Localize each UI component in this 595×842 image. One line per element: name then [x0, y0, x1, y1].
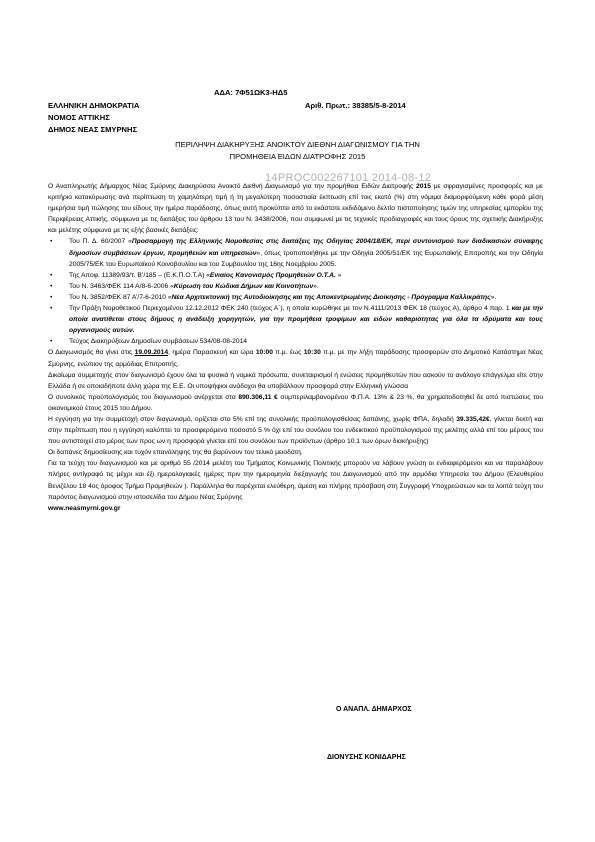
budget-paragraph: Ο συνολικός προϋπολογισμός του διαγωνισμού ανέρχεται στα 890.306,11 € συμπεριλαμβανομένου Φ.Π.Α. 13% & 23 %, θα χρηματοδοτηθεί δε από πιστώσεις του οικονομικού έτους 2015 του Δήμου.	[48, 393, 543, 412]
website-link[interactable]: www.neasmyrni.gov.gr	[48, 504, 121, 512]
protocol-number: Αριθ. Πρωτ.: 38385/5-8-2014	[305, 101, 406, 110]
guarantee-paragraph: Η εγγύηση για την συμμετοχή στον διαγωνισμό, ορίζεται στο 5% επί της συνολικής προϋπολογισθείσας δαπάνης, χωρίς ΦΠΑ, δηλαδή 39.335,42€, γίνεται δεκτή και στην περίπτωση που η εγγύηση καλύπτει το προσφερόμενο ποσοστό 5 % όχι επί του συνόλου του ενδεικτικού προϋπολογισμού της μελέτης αλλά επί του μέρους του που αντιστοιχεί στο μέρος των προς ων η προσφορά γίνεται επί του συνόλου των προϊόντων (άρθρο 10.1 των όρων διακήρυξης)	[48, 415, 543, 446]
participation-paragraph: Δικαίωμα συμμετοχής στον διαγωνισμό έχουν όλα τα φυσικά ή νομικά πρόσωπα, συνεταιρισμοί ή ενώσεις προμηθευτών που ασκούν το ανάλογο επάγγελμα είτε στην Ελλάδα ή σε οποιαδήποτε άλλη χώρα της Ε.Ε. Οι υποψήφιοι ανάδοχοι θα υποβάλλουν προσφορά στην Ελληνική γλώσσα	[48, 371, 543, 390]
signatory-role: Ο ΑΝΑΠΛ. ΔΗΜΑΡΧΟΣ	[336, 706, 412, 713]
header-prefecture: ΝΟΜΟΣ ΑΤΤΙΚΗΣ	[48, 113, 110, 122]
list-item: • Του Ν. 3852/ΦΕΚ 87 Α’/7-6-2010 «Νέα Αρχιτεκτονική της Αυτοδιοίκησης και της Αποκεντρωμένης Διοίκησης - Πρόγραμμα Καλλικράτης».	[48, 292, 543, 303]
bullet-icon: •	[50, 271, 53, 279]
list-item: • Του Ν. 3463/ΦΕΚ 114 Α/8-6-2006 «Κύρωση του Κώδικα Δήμων και Κοινοτήτων».	[48, 281, 543, 292]
costs-paragraph: Οι δαπάνες δημοσίευσης και τυχόν επανάληψης της θα βαρύνουν τον τελικό μειοδότη.	[48, 449, 303, 457]
bullet-icon: •	[50, 293, 53, 301]
legal-provisions-list	[48, 236, 543, 347]
document-title-line2: ΠΡΟΜΗΘΕΙΑ ΕΙΔΩΝ ΔΙΑΤΡΟΦΗΣ 2015	[229, 152, 366, 161]
bullet-icon: •	[50, 282, 53, 290]
list-item: • Του Π. Δ. 60/2007 «Προσαρμογή της Ελληνικής Νομοθεσίας στις διατάξεις της Οδηγίας 2004/18/ΕΚ, περί συντονισμού των διαδικασιών σύναψης δημοσίων συμβάσεων έργων, προμηθειών και υπηρεσιών», όπως τροποποιήθηκε με την Οδηγία 2005/51/ΕΚ της Ευρωπαϊκής Επιτροπής και την Οδηγία 2005/75/ΕΚ του Ευρωπαϊκού Κοινοβουλίου και του Συμβουλίου της 16ης Νοεμβρίου 2005.	[50, 238, 543, 268]
bullet-icon: •	[50, 238, 53, 246]
list-item: • Της Αποφ. 11389/93/τ. Β’/185 – (Ε.Κ.Π.Ο.Τ.Α) «Ενιαίος Κανονισμός Προμηθειών Ο.Τ.Α. »	[48, 270, 543, 281]
bullet-icon: •	[50, 338, 53, 346]
registry-watermark: 14PROC002267101 2014-08-12	[265, 172, 432, 184]
contest-date-paragraph: Ο Διαγωνισμός θα γίνει στις 19.09.2014, ημέρα Παρασκευή και ώρα 10:00 π.μ. έως 10:30 π.μ. με την λήξη παράδοσης προσφορών στο Δημοτικό Κατάστημα Νέας Σμύρνης, ενώπιον της αρμόδιας Επιτροπής.	[48, 349, 543, 368]
list-item: • Την Πράξη Νομοθετικού Περιεχομένου 12.12.2012 ΦΕΚ 240 (τεύχος Α΄), η οποία κυρώθηκε με τον Ν.4111/2013 ΦΕΚ 18 (τεύχος Α), άρθρο 4 παρ. 1 και με την οποία ανατίθεται στους δήμους η ανάδειξη χορηγητών, για την προμήθεια τροφίμων και ειδών καθαριότητας για όλα τα ιδρύματα και τους οργανισμούς αυτών.	[50, 305, 543, 335]
documents-paragraph: Για τα τεύχη του διαγωνισμού και με αριθμό 55 /2014 μελέτη του Τμήματος Κοινωνικής Πολιτικής μπορούν να λάβουν γνώση οι ενδιαφερόμενοι και να παραλάβουν πλήρες αντίγραφό τις μέχρι και έξι ημερολογιακές ημέρες πριν την ημερομηνία διεξαγωγής του Διαγωνισμού από την αρμόδια Υπηρεσία του Δήμου (Ελευθερίου Βενιζέλου 18 4ος όροφος Τμήμα Προμηθειών ). Παράλληλα θα παρέχεται ελεύθερη, άμεση και πλήρης πρόσβαση στη Συγγραφή Υποχρεώσεων και τα λοιπά τεύχη του παρόντος διαγωνισμού στην ιστοσελίδα του Δήμου Νέας Σμύρνης	[48, 460, 543, 501]
signatory-name: ΔΙΟΝΥΣΗΣ ΚΟΝΙΔΑΡΗΣ	[327, 754, 406, 761]
document-body	[48, 181, 543, 514]
document-title-line1: ΠΕΡΙΛΗΨΗ ΔΙΑΚΗΡΥΞΗΣ ΑΝΟΙΚΤΟΥ ΔΙΕΘΝΗ ΔΙΑΓΩΝΙΣΜΟΥ ΓΙΑ ΤΗΝ	[175, 140, 420, 149]
list-item: • Τεύχος Διακηρύξεων Δημοσίων συμβάσεων 534/08-08-2014	[48, 336, 543, 347]
intro-paragraph: Ο Αναπληρωτής Δήμαρχος Νέας Σμύρνης Διακηρύσσει Ανοικτό Διεθνή Διαγωνισμό για την προμήθεια Ειδών Διατροφής 2015 με σφραγισμένες προσφορές και με κριτήριο κατακύρωσης ανά περίπτωση τη χαμηλότερη τιμή ή τη μεγαλύτερη ποσοστιαία έκπτωση επί τοις εκατό (%) στη νόμιμα διαμορφούμενη κάθε φορά μέση ημερήσια τιμή πώλησης του είδους την ημέρα παράδοσης, όπως αυτή προκύπτει από το εκάστοτε εκδιδόμενο δελτίο πιστοποίησης τιμών της υπηρεσίας εμπορίου της Περιφέρειας Αττικής, σύμφωνα με τις διατάξεις του άρθρου 13 του Ν. 3438/2006, που συμφωνεί με τις τεχνικές προδιαγραφές και τους όρους της σχετικής Διακήρυξης και μελέτης σύμφωνα με τις εξής βασικές διατάξεις:	[48, 183, 543, 235]
header-municipality: ΔΗΜΟΣ ΝΕΑΣ ΣΜΥΡΝΗΣ	[48, 125, 138, 134]
header-republic: ΕΛΛΗΝΙΚΗ ΔΗΜΟΚΡΑΤΙΑ	[48, 101, 140, 110]
bullet-icon: •	[50, 305, 53, 313]
ada-code: ΑΔΑ: 7Φ51ΩΚ3-ΗΔ5	[214, 88, 288, 97]
